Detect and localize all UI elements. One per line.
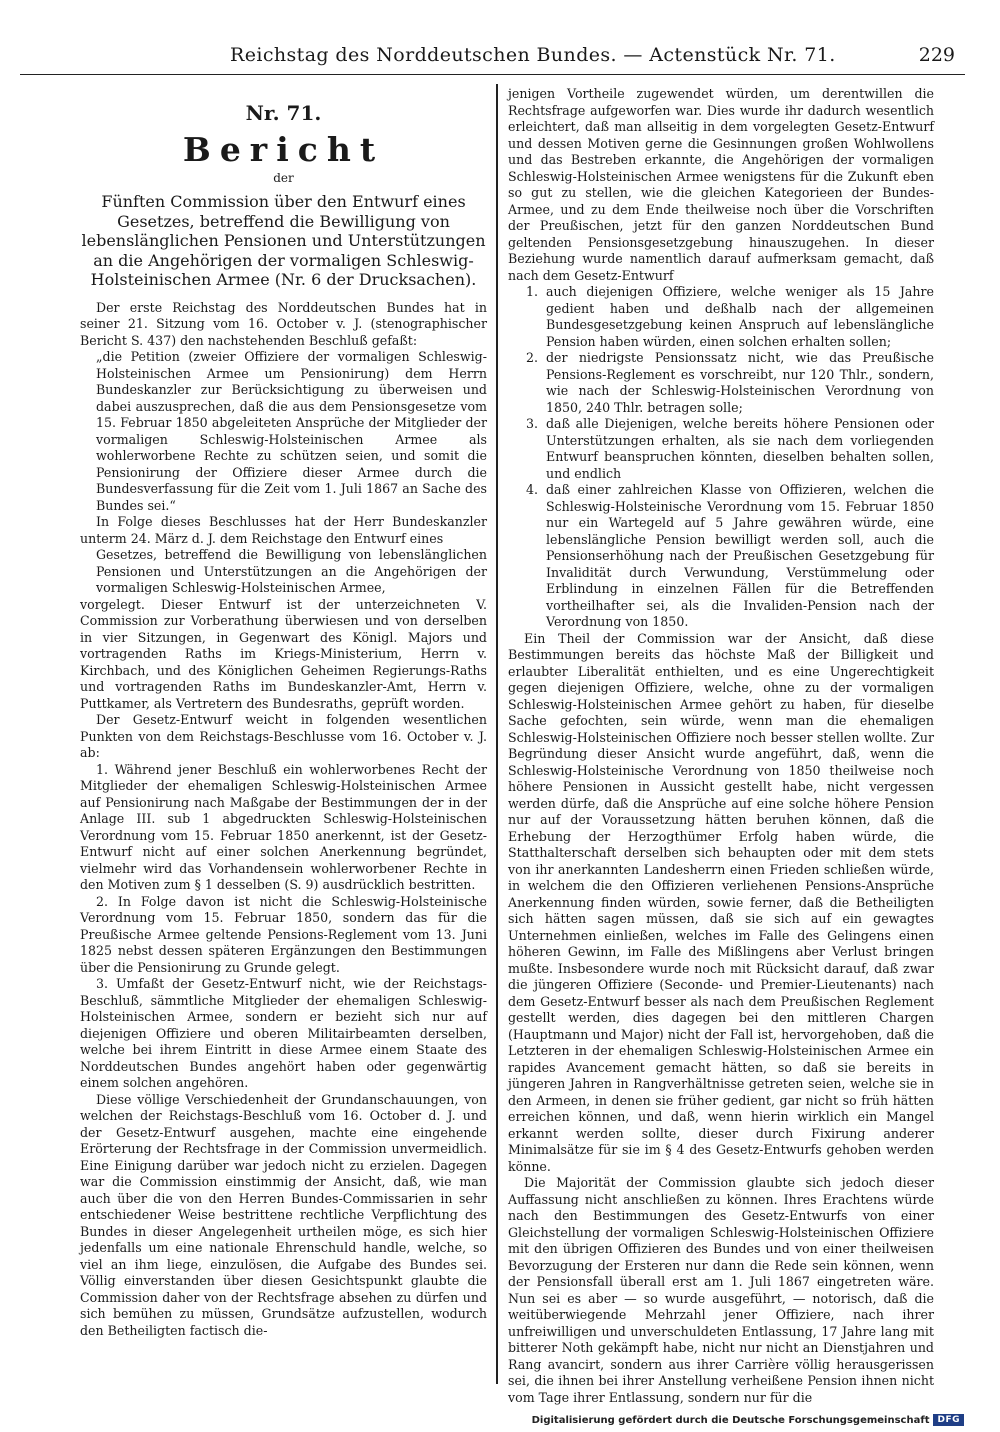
numbered-paragraph: 1. Während jener Beschluß ein wohlerworbenes Recht der Mitglieder der ehemaligen Schleswig-Holsteinischen Armee auf Pensionirung nach Maßgabe der Bestimmungen der in der Anlage III. sub 1 abgedruckten Schleswig-Holsteinischen Verordnung vom 15. Februar 1850 anerkennt, ist der Gesetz-Entwurf nicht auf einer solchen Anerkennung begründet, vielmehr wird das Vorhandensein wohlerworbener Rechte in den Motiven zum § 1 desselben (S. 9) ausdrücklich bestritten.: [80, 761, 487, 892]
list-item: [508, 416, 934, 482]
list-number: 1.: [525, 284, 538, 299]
document-subject: Fünften Commission über den Entwurf eines Gesetzes, betreffend die Bewilligung von lebenslänglichen Pensionen und Unterstützungen an die Angehörigen der vormaligen Schleswig-Holsteinischen Armee (Nr. 6 der Drucksachen).: [81, 192, 486, 289]
paragraph: In Folge dieses Beschlusses hat der Herr Bundeskanzler unterm 24. März d. J. dem Reichstage den Entwurf eines: [80, 514, 487, 546]
left-column: [80, 86, 487, 1382]
list-item: [508, 482, 934, 631]
list-number: 4.: [525, 482, 538, 497]
list-text: auch diejenigen Offiziere, welche weniger als 15 Jahre gedient haben und deßhalb nach der allgemeinen Bundesgesetzgebung keinen Anspruch auf lebenslängliche Pension haben würden, einen solchen erhalten sollen;: [546, 284, 934, 349]
title-connector: der: [273, 171, 294, 185]
numbered-list: [508, 284, 934, 631]
paragraph: vorgelegt. Dieser Entwurf ist der unterzeichneten V. Commission zur Vorberathung überwiesen und von derselben in vier Sitzungen, in Gegenwart des Königl. Majors und vortragenden Raths im Kriegs-Ministerium, Herrn v. Kirchbach, und des Königlichen Geheimen Regierungs-Raths und vortragenden Raths im Bundeskanzler-Amt, Herrn v. Puttkamer, als Vertretern des Bundesraths, geprüft worden.: [80, 596, 487, 711]
list-item: [508, 284, 934, 350]
page-number: 229: [918, 44, 955, 66]
paragraph: Ein Theil der Commission war der Ansicht, daß diese Bestimmungen bereits das höchste Maß der Billigkeit und erlaubter Liberalität enthielten, und es eine Ungerechtigkeit gegen diejenigen Offiziere, welche, ohne zu der vormaligen Schleswig-Holsteinischen Armee gehört zu haben, für dieselbe Sache gefochten, sein würde, wenn man die ehemaligen Schleswig-Holsteinischen Offiziere noch besser stellen wollte. Zur Begründung dieser Ansicht wurde angeführt, daß, wenn die Schleswig-Holsteinische Verordnung von 1850 theilweise noch höhere Pensionen in Aussicht gestellt habe, nicht vergessen werden dürfe, daß die Ansprüche auf eine solche höhere Pension nur auf der Voraussetzung hätten beruhen können, daß die Erhebung der Herzogthümer Erfolg haben würde, die Statthalterschaft derselben sich behaupten oder mit dem stets von ihr anerkannten Landesherrn einen Frieden schließen würde, in welchem die den Offizieren verliehenen Pensions-Ansprüche Anerkennung finden würden, sowie ferner, daß die Betheiligten sich hätten sagen müssen, daß sie sich auf ein gewagtes Unternehmen einließen, welches im Falle des Gelingens einen höheren Gewinn, im Falle des Mißlingens aber Verlust bringen mußte. Insbesondere wurde noch mit Rücksicht darauf, daß zwar die jüngeren Offiziere (Seconde- und Premier-Lieutenants) nach dem Gesetz-Entwurf besser als nach dem Preußischen Reglement gestellt werden, dies dagegen bei den mittleren Chargen (Hauptmann und Major) nicht der Fall ist, hervorgehoben, daß die Letzteren in der ehemaligen Schleswig-Holsteinischen Armee ein rapides Avancement gemacht hätten, so daß sie bereits in jüngeren Jahren in Rangverhältnisse getreten seien, welche sie in den Armeen, in denen sie früher gedient, gar nicht so früh hätten erreichen können, und daß, wenn hierin wirklich ein Mangel erkannt werden sollte, dieser durch Fixirung anderer Minimalsätze für sie im § 4 des Gesetz-Entwurfs gehoben werden könne.: [508, 630, 934, 1174]
quoted-bill-title: Gesetzes, betreffend die Bewilligung von lebenslänglichen Pensionen und Unterstützungen an die Angehörigen der vormaligen Schleswig-Holsteinischen Armee,: [96, 547, 487, 595]
list-number: 2.: [525, 350, 538, 365]
document-number: Nr. 71.: [245, 101, 322, 125]
page-header: [20, 40, 965, 75]
list-text: daß alle Diejenigen, welche bereits höhere Pensionen oder Unterstützungen erhalten, als sie nach dem vorliegenden Entwurf beanspruchen könnten, dieselben behalten sollen, und endlich: [546, 416, 934, 481]
numbered-paragraph: 2. In Folge davon ist nicht die Schleswig-Holsteinische Verordnung vom 15. Februar 1850, sondern das für die Preußische Armee geltende Pensions-Reglement vom 13. Juni 1825 nebst dessen späteren Ergänzungen den Bestimmungen über die Pensionirung zu Grunde gelegt.: [80, 893, 487, 975]
paragraph: Die Majorität der Commission glaubte sich jedoch dieser Auffassung nicht anschließen zu können. Ihres Erachtens würde nach den Bestimmungen des Gesetz-Entwurfs von einer Gleichstellung der vormaligen Schleswig-Holsteinischen Offiziere mit den übrigen Offizieren des Bundes und von einer theilweisen Bevorzugung der Ersteren nur dann die Rede sein können, wenn der Pensionsfall überall erst am 1. Juli 1867 eingetreten wäre. Nun sei es aber — so wurde ausgeführt, — notorisch, daß die weitüberwiegende Mehrzahl jener Offiziere, nach ihrer unfreiwilligen und unverschuldeten Entlassung, 17 Jahre lang mit bitterer Noth gekämpft habe, nicht nur nicht an Dienstjahren und Rang avancirt, sondern aus ihrer Carrière völlig herausgerissen sei, die ihnen bei ihrer Anstellung verheißene Pension ihnen nicht vom Tage ihrer Entlassung, sondern nur für die: [508, 1175, 934, 1405]
list-text: der niedrigste Pensionssatz nicht, wie das Preußische Pensions-Reglement es vorschreibt, nur 120 Thlr., sondern, wie nach der Schleswig-Holsteinischen Verordnung von 1850, 240 Thlr. betragen solle;: [546, 350, 934, 415]
list-text: daß einer zahlreichen Klasse von Offizieren, welchen die Schleswig-Holsteinische Verordnung vom 15. Februar 1850 nur ein Wartegeld auf 5 Jahre gewähren würde, eine lebenslängliche Pension bewilligt werden soll, auch die Pensionserhöhung nach der Preußischen Gesetzgebung für Invalidität durch Verwundung, Verstümmelung oder Erblindung in einzelnen Fällen für die Betreffenden vortheilhafter sei, als die Invaliden-Pension nach der Verordnung von 1850.: [546, 482, 934, 629]
credit-text: Digitalisierung gefördert durch die Deutsche Forschungsgemeinschaft: [531, 1414, 930, 1426]
paragraph: jenigen Vortheile zugewendet würden, um derentwillen die Rechtsfrage aufgeworfen war. Dies wurde ihr dadurch wesentlich erleichtert, daß man allseitig in dem vorgelegten Gesetz-Entwurf und dessen Motiven gerne die Gesinnungen großen Wohlwollens und das Bestreben erkannte, die Angehörigen der vormaligen Schleswig-Holsteinischen Armee wenigstens für die Zukunft eben so gut zu stellen, wie die gleichen Kategorieen der Bundes-Armee, und zu dem Ende theilweise noch über die Vorschriften der Preußischen, jetzt für den ganzen Norddeutschen Bund geltenden Pensionsgesetzgebung hinauszugehen. In dieser Beziehung wurde namentlich darauf aufmerksam gemacht, daß nach dem Gesetz-Entwurf: [508, 86, 934, 283]
paragraph: Der erste Reichstag des Norddeutschen Bundes hat in seiner 21. Sitzung vom 16. October v. J. (stenographischer Bericht S. 437) den nachstehenden Beschluß gefaßt:: [80, 299, 487, 348]
paragraph: Diese völlige Verschiedenheit der Grundanschauungen, von welchen der Reichstags-Beschluß vom 16. October d. J. und der Gesetz-Entwurf ausgehen, machte eine eingehende Erörterung der Rechtsfrage in der Commission unvermeidlich. Eine Einigung darüber war jedoch nicht zu erzielen. Dagegen war die Commission einstimmig der Ansicht, daß, wie man auch über die von den Herren Bundes-Commissarien in sehr entschiedener Weise bestrittene rechtliche Verpflichtung des Bundes in dieser Angelegenheit urtheilen möge, es sich hier jedenfalls um eine nationale Ehrenschuld handle, welche, so viel an ihm liege, einzulösen, die Aufgabe des Bundes sei. Völlig einverstanden über diesen Gesichtspunkt glaubte die Commission daher von der Rechtsfrage absehen zu dürfen und sich bemühen zu müssen, Grundsätze aufzustellen, wodurch den Betheiligten factisch die-: [80, 1091, 487, 1338]
dfg-logo-icon: DFG: [933, 1414, 964, 1426]
running-head: Reichstag des Norddeutschen Bundes. — Actenstück Nr. 71.: [230, 44, 836, 66]
right-column: [508, 86, 934, 1405]
quoted-resolution: „die Petition (zweier Offiziere der vormaligen Schleswig-Holsteinischen Armee um Pensionirung) dem Herrn Bundeskanzler zur Berücksichtigung zu überweisen und dabei auszusprechen, daß die aus dem Pensionsgesetze vom 15. Februar 1850 abgeleiteten Ansprüche der Mitglieder der vormaligen Schleswig-Holsteinischen Armee als wohlerworbene Rechte zu schützen seien, und somit die Pensionirung der Offiziere dieser Armee durch die Bundesverfassung für die Zeit vom 1. Juli 1867 an Sache des Bundes sei.“: [96, 349, 487, 513]
numbered-paragraph: 3. Umfaßt der Gesetz-Entwurf nicht, wie der Reichstags-Beschluß, sämmtliche Mitglieder der ehemaligen Schleswig-Holsteinischen Armee, sondern er bezieht sich nur auf diejenigen Offiziere und oberen Militairbeamten derselben, welche bei ihrem Eintritt in diese Armee einem Staate des Norddeutschen Bundes angehört haben oder gegenwärtig einem solchen angehören.: [80, 976, 487, 1090]
paragraph: Der Gesetz-Entwurf weicht in folgenden wesentlichen Punkten von dem Reichstags-Beschlusse vom 16. October v. J. ab:: [80, 712, 487, 760]
list-number: 3.: [525, 416, 538, 431]
column-divider: [496, 84, 498, 1384]
digitization-credit: [532, 1414, 964, 1426]
list-item: [508, 350, 934, 416]
document-title: Bericht: [182, 130, 385, 169]
